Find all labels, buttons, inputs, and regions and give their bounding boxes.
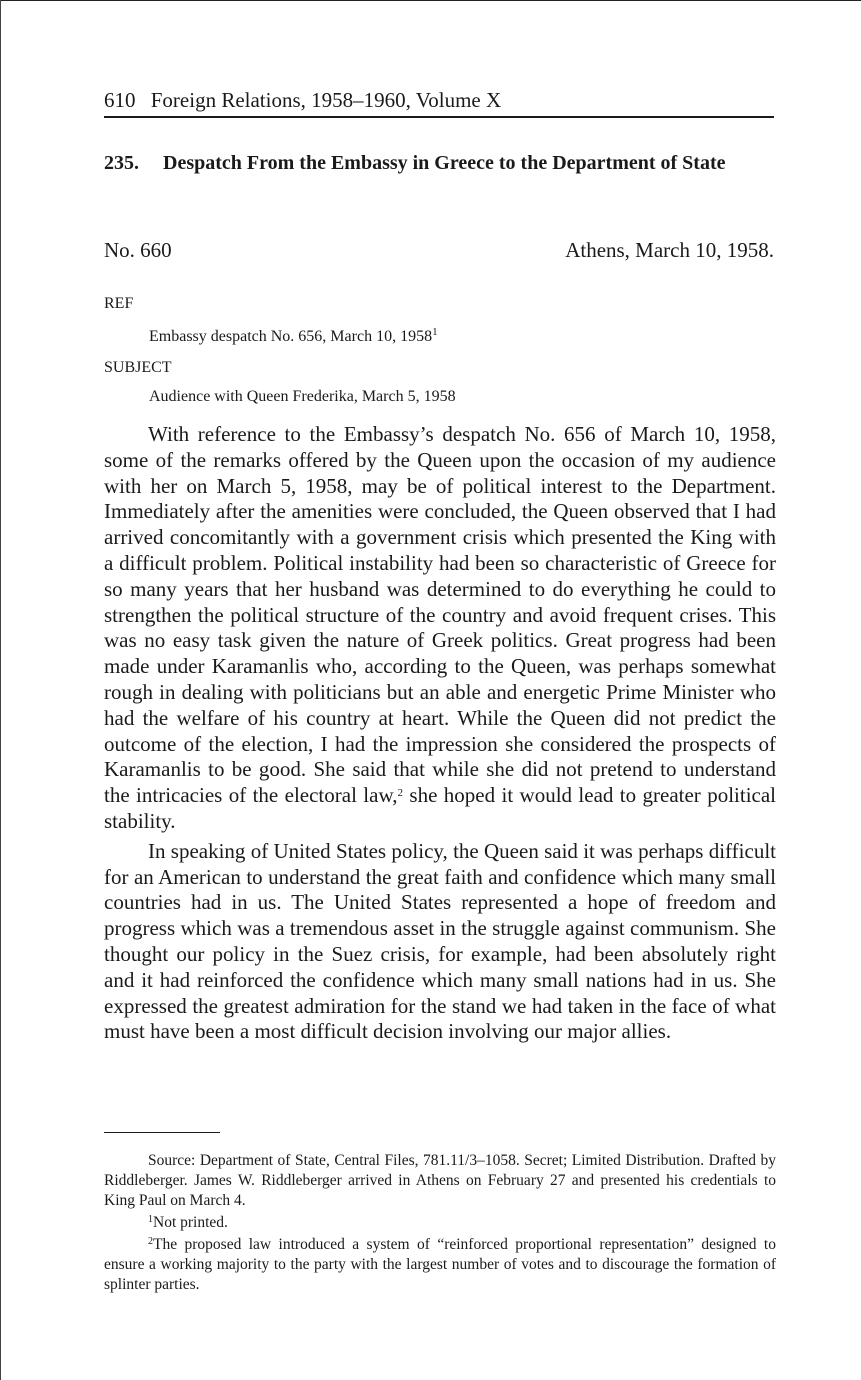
ref-label: REF — [104, 295, 134, 312]
body-paragraph-1: With reference to the Embassy’s despatch No. 656 of March 10, 1958, some of the remarks offered by the Queen upon the occasion of my audience with her on March 5, 1958, may be of political interest to the Department. Immediately after the amenities were concluded, the Queen observed that I had arrived concomitantly with a government crisis which presented the King with a difficult problem. Political instability had been so characteristic of Greece for so many years that her husband was determined to do everything he could to strengthen the political structure of the country and avoid frequent crises. This was no easy task given the nature of Greek politics. Great progress had been made under Karamanlis who, according to the Queen, was perhaps somewhat rough in dealing with politicians but an able and energetic Prime Minister who had the welfare of his country at heart. While the Queen did not predict the outcome of the election, I had the impression she considered the prospects of Karamanlis to be good. She said that while she did not pretend to understand the intricacies of the electoral law,$^2$ she hoped it would lead to greater political stability. — [104, 422, 777, 833]
document-heading — [104, 150, 774, 176]
despatch-meta — [104, 236, 774, 264]
footnote-1: $^1$Not printed. — [148, 1214, 228, 1231]
body-paragraph-2: In speaking of United States policy, the Queen said it was perhaps difficult for an American to understand the great faith and confidence which many small countries had in us. The United States represented a hope of freedom and progress which was a tremendous asset in the struggle against communism. She thought our policy in the Suez crisis, for example, had been absolutely right and it had reinforced the confidence which many small nations had in us. She expressed the greatest admiration for the stand we had taken in the face of what must have been a most difficult decision involving our major allies. — [104, 838, 776, 1044]
ref-footnote-mark: 1 — [432, 326, 438, 338]
page-number: 610 — [104, 88, 136, 112]
footnote-2: $^2$The proposed law introduced a system of “reinforced proportional representation” designed to ensure a working majority to the party with the largest number of votes and to discourage the formation of splinter parties. — [104, 1236, 776, 1293]
scan-left-border — [0, 0, 1, 1380]
despatch-number: No. 660 — [104, 238, 172, 262]
footnotes — [104, 1151, 776, 1297]
source-note: Source: Department of State, Central Files, 781.11/3–1058. Secret; Limited Distribution. Drafted by Riddleberger. James W. Riddleberger arrived in Athens on February 27 and presented his credentials to King Paul on March 4. — [104, 1152, 776, 1209]
footnote-rule — [104, 1132, 220, 1133]
ref-text: Embassy despatch No. 656, March 10, 1958 — [149, 328, 433, 345]
despatch-body — [104, 422, 776, 1049]
document-number: 235. — [104, 152, 139, 174]
document-title: Despatch From the Embassy in Greece to the Department of State — [163, 152, 726, 174]
running-head — [104, 86, 774, 114]
ref-value — [149, 327, 438, 347]
subject-value: Audience with Queen Frederika, March 5, 1958 — [149, 388, 456, 405]
header-rule — [104, 116, 774, 118]
footnote-mark-2: 2 — [397, 787, 404, 800]
subject-label: SUBJECT — [104, 359, 172, 376]
volume-title: Foreign Relations, 1958–1960, Volume X — [150, 88, 502, 112]
place-date: Athens, March 10, 1958. — [565, 238, 774, 262]
scan-top-border — [0, 0, 861, 1]
